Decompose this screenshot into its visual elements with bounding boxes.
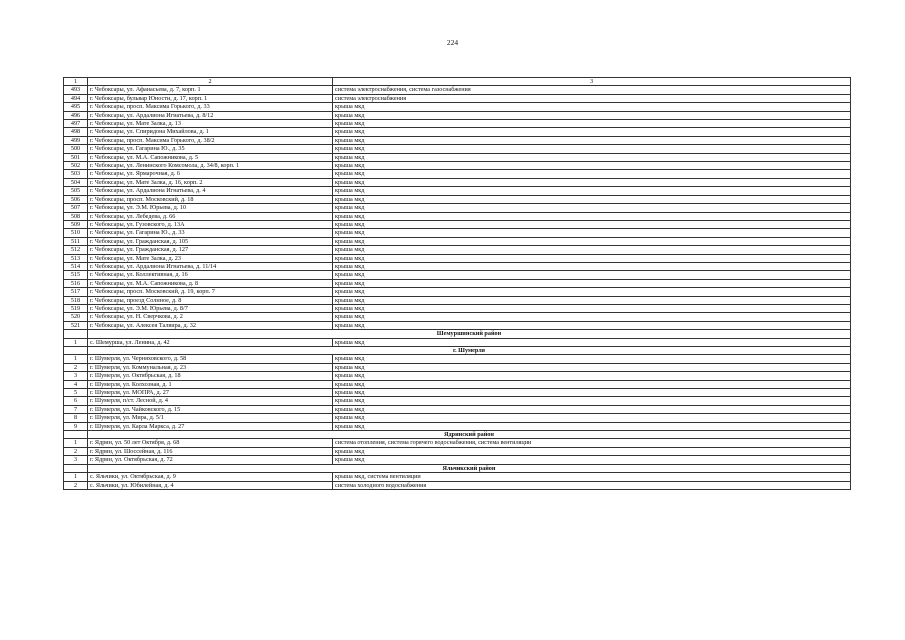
row-work-type: крыша мкд (333, 204, 851, 212)
table-row (64, 355, 851, 363)
row-work-type: крыша мкд (333, 145, 851, 153)
row-number: 1 (64, 355, 88, 363)
row-work-type: крыша мкд, система вентиляции (333, 473, 851, 481)
section-empty-cell (64, 431, 88, 439)
row-number: 2 (64, 363, 88, 371)
row-work-type: крыша мкд (333, 111, 851, 119)
row-work-type: крыша мкд (333, 120, 851, 128)
row-number: 511 (64, 237, 88, 245)
row-work-type: крыша мкд (333, 279, 851, 287)
header-col-2: 2 (88, 78, 333, 86)
row-address: г. Чебоксары, проезд Солнное, д. 8 (88, 296, 333, 304)
row-work-type: крыша мкд (333, 262, 851, 270)
row-number: 493 (64, 86, 88, 94)
row-address: г. Чебоксары, просп. Максима Горького, д. 38/2 (88, 136, 333, 144)
table-row (64, 439, 851, 447)
row-address: г. Чебоксары, ул. Э.М. Юрьева, д. 10 (88, 204, 333, 212)
row-address: г. Шумерля, ул. Карла Маркса, д. 27 (88, 422, 333, 430)
table-row (64, 145, 851, 153)
table-row (64, 111, 851, 119)
row-number: 503 (64, 170, 88, 178)
row-number: 3 (64, 456, 88, 464)
row-work-type: крыша мкд (333, 178, 851, 186)
row-work-type: крыша мкд (333, 187, 851, 195)
row-address: г. Чебоксары, ул. Мате Залка, д. 16, корп. 2 (88, 178, 333, 186)
row-number: 521 (64, 321, 88, 329)
row-address: г. Шумерля, ул. Октябрьская, д. 18 (88, 372, 333, 380)
row-number: 497 (64, 120, 88, 128)
row-address: г. Чебоксары, ул. Гагарина Ю., д. 35 (88, 145, 333, 153)
row-address: г. Шумерля, ул. Колхозная, д. 1 (88, 380, 333, 388)
row-work-type: крыша мкд (333, 128, 851, 136)
row-address: г. Чебоксары, ул. Ленинского Комсомола, д. 34/8, корп. 1 (88, 162, 333, 170)
table-row (64, 254, 851, 262)
row-address: г. Ядрин, ул. Шоссейная, д. 116 (88, 447, 333, 455)
row-number: 5 (64, 389, 88, 397)
row-address: г. Чебоксары, ул. Гражданская, д. 105 (88, 237, 333, 245)
row-address: г. Чебоксары, ул. Спиридона Михайлова, д. 1 (88, 128, 333, 136)
row-address: г. Чебоксары, ул. Коллективная, д. 16 (88, 271, 333, 279)
table-row (64, 204, 851, 212)
table-row (64, 313, 851, 321)
table-row (64, 195, 851, 203)
row-number: 502 (64, 162, 88, 170)
row-work-type: крыша мкд (333, 355, 851, 363)
row-work-type: крыша мкд (333, 380, 851, 388)
table-row (64, 338, 851, 346)
row-work-type: крыша мкд (333, 447, 851, 455)
row-number: 1 (64, 338, 88, 346)
row-number: 2 (64, 447, 88, 455)
row-work-type: крыша мкд (333, 389, 851, 397)
table-row (64, 271, 851, 279)
row-address: г. Чебоксары, ул. Ярмарочная, д. 6 (88, 170, 333, 178)
table-row (64, 481, 851, 489)
row-number: 514 (64, 262, 88, 270)
row-address: г. Шумерля, ул. Чайковского, д. 15 (88, 405, 333, 413)
table-row (64, 380, 851, 388)
row-address: с. Яльчики, ул. Юбилейная, д. 4 (88, 481, 333, 489)
header-row (64, 78, 851, 86)
table-row (64, 422, 851, 430)
row-number: 510 (64, 229, 88, 237)
row-work-type: крыша мкд (333, 170, 851, 178)
row-work-type: крыша мкд (333, 338, 851, 346)
row-address: г. Шумерля, ул. МОПРА, д. 27 (88, 389, 333, 397)
table-row (64, 103, 851, 111)
row-number: 498 (64, 128, 88, 136)
row-address: г. Чебоксары, ул. Мате Залка, д. 23 (88, 254, 333, 262)
row-address: г. Чебоксары, ул. Н. Сверчкова, д. 2 (88, 313, 333, 321)
row-number: 519 (64, 304, 88, 312)
row-address: г. Ядрин, ул. Октябрьская, д. 72 (88, 456, 333, 464)
row-address: г. Чебоксары, ул. Гражданская, д. 127 (88, 246, 333, 254)
row-work-type: крыша мкд (333, 136, 851, 144)
row-number: 500 (64, 145, 88, 153)
row-address: г. Шумерля, ул. Мира, д. 5/1 (88, 414, 333, 422)
section-row (64, 464, 851, 472)
table-row (64, 128, 851, 136)
row-number: 495 (64, 103, 88, 111)
row-work-type: крыша мкд (333, 363, 851, 371)
row-work-type: крыша мкд (333, 321, 851, 329)
table-row (64, 397, 851, 405)
section-row (64, 330, 851, 338)
table-row (64, 456, 851, 464)
section-title: Ядринский район (88, 431, 851, 439)
row-work-type: крыша мкд (333, 456, 851, 464)
row-number: 7 (64, 405, 88, 413)
table-row (64, 86, 851, 94)
row-address: г. Чебоксары, ул. Алексея Талвира, д. 32 (88, 321, 333, 329)
row-number: 6 (64, 397, 88, 405)
row-address: г. Ядрин, ул. 50 лет Октября, д. 68 (88, 439, 333, 447)
table-row (64, 120, 851, 128)
table-row (64, 304, 851, 312)
row-number: 515 (64, 271, 88, 279)
section-empty-cell (64, 464, 88, 472)
row-work-type: крыша мкд (333, 212, 851, 220)
row-address: г. Чебоксары, ул. Ардалиона Игнатьева, д. 4 (88, 187, 333, 195)
table-row (64, 296, 851, 304)
table-body (64, 78, 851, 490)
table-row (64, 363, 851, 371)
row-number: 2 (64, 481, 88, 489)
table-row (64, 372, 851, 380)
table-row (64, 414, 851, 422)
table-row (64, 162, 851, 170)
row-work-type: крыша мкд (333, 229, 851, 237)
table-row (64, 153, 851, 161)
row-work-type: крыша мкд (333, 195, 851, 203)
table-row (64, 279, 851, 287)
row-number: 505 (64, 187, 88, 195)
row-work-type: крыша мкд (333, 271, 851, 279)
row-work-type: крыша мкд (333, 397, 851, 405)
row-number: 499 (64, 136, 88, 144)
row-number: 520 (64, 313, 88, 321)
table-row (64, 405, 851, 413)
row-work-type: крыша мкд (333, 153, 851, 161)
row-work-type: крыша мкд (333, 254, 851, 262)
table-row (64, 220, 851, 228)
row-address: г. Чебоксары, ул. Ардалиона Игнатьева, д. 8/12 (88, 111, 333, 119)
table-row (64, 262, 851, 270)
row-address: с. Шемурша, ул. Ленина, д. 42 (88, 338, 333, 346)
row-address: г. Чебоксары, просп. Максима Горького, д. 33 (88, 103, 333, 111)
row-number: 507 (64, 204, 88, 212)
row-number: 3 (64, 372, 88, 380)
row-work-type: крыша мкд (333, 288, 851, 296)
table-row (64, 389, 851, 397)
table-row (64, 246, 851, 254)
table-row (64, 288, 851, 296)
table-row (64, 136, 851, 144)
table-row (64, 229, 851, 237)
row-address: г. Шумерля, ул. Черняховского, д. 58 (88, 355, 333, 363)
row-number: 1 (64, 439, 88, 447)
row-number: 513 (64, 254, 88, 262)
row-work-type: крыша мкд (333, 162, 851, 170)
row-number: 501 (64, 153, 88, 161)
section-row (64, 347, 851, 355)
row-number: 4 (64, 380, 88, 388)
row-work-type: крыша мкд (333, 372, 851, 380)
row-work-type: крыша мкд (333, 296, 851, 304)
row-number: 8 (64, 414, 88, 422)
section-title: г. Шумерля (88, 347, 851, 355)
row-address: с. Яльчики, ул. Октябрьская, д. 9 (88, 473, 333, 481)
row-number: 508 (64, 212, 88, 220)
section-row (64, 431, 851, 439)
table-row (64, 237, 851, 245)
row-work-type: система электроснабжения (333, 94, 851, 102)
row-work-type: крыша мкд (333, 220, 851, 228)
row-work-type: крыша мкд (333, 304, 851, 312)
row-address: г. Чебоксары, ул. Мате Залка, д. 13 (88, 120, 333, 128)
row-number: 517 (64, 288, 88, 296)
row-work-type: крыша мкд (333, 237, 851, 245)
row-number: 494 (64, 94, 88, 102)
row-number: 9 (64, 422, 88, 430)
row-address: г. Чебоксары, ул. М.А. Сапожникова, д. 8 (88, 279, 333, 287)
row-address: г. Шумерля, п/ст. Лесной, д. 4 (88, 397, 333, 405)
row-work-type: система холодного водоснабжения (333, 481, 851, 489)
row-address: г. Чебоксары, просп. Московский, д. 19, корп. 7 (88, 288, 333, 296)
header-col-3: 3 (333, 78, 851, 86)
row-address: г. Чебоксары, ул. Гагарина Ю., д. 33 (88, 229, 333, 237)
row-address: г. Чебоксары, просп. Московский, д. 18 (88, 195, 333, 203)
row-address: г. Шумерля, ул. Коммунальная, д. 23 (88, 363, 333, 371)
table-row (64, 94, 851, 102)
table-row (64, 212, 851, 220)
table-row (64, 187, 851, 195)
table-row (64, 473, 851, 481)
header-col-1: 1 (64, 78, 88, 86)
table-row (64, 447, 851, 455)
table-row (64, 178, 851, 186)
table-row (64, 321, 851, 329)
row-number: 512 (64, 246, 88, 254)
row-address: г. Чебоксары, ул. Лебедева, д. 66 (88, 212, 333, 220)
repair-table (63, 77, 851, 490)
section-title: Шемуршинский район (88, 330, 851, 338)
row-number: 509 (64, 220, 88, 228)
row-work-type: крыша мкд (333, 422, 851, 430)
section-title: Яльчикский район (88, 464, 851, 472)
row-address: г. Чебоксары, бульвар Юности, д. 17, корп. 1 (88, 94, 333, 102)
row-work-type: крыша мкд (333, 103, 851, 111)
section-empty-cell (64, 330, 88, 338)
row-work-type: крыша мкд (333, 414, 851, 422)
row-address: г. Чебоксары, ул. Э.М. Юрьева, д. 8/7 (88, 304, 333, 312)
row-number: 518 (64, 296, 88, 304)
row-work-type: крыша мкд (333, 246, 851, 254)
table-row (64, 170, 851, 178)
row-number: 1 (64, 473, 88, 481)
row-work-type: система отопления, система горячего водоснабжения, система вентиляции (333, 439, 851, 447)
row-work-type: крыша мкд (333, 313, 851, 321)
section-empty-cell (64, 347, 88, 355)
row-address: г. Чебоксары, ул. Ардалиона Игнатьева, д. 11/14 (88, 262, 333, 270)
row-address: г. Чебоксары, ул. Афанасьева, д. 7, корп. 1 (88, 86, 333, 94)
row-address: г. Чебоксары, ул. М.А. Сапожникова, д. 5 (88, 153, 333, 161)
row-work-type: система электроснабжения, система газоснабжения (333, 86, 851, 94)
row-address: г. Чебоксары, ул. Гузовского, д. 13А (88, 220, 333, 228)
page-number: 224 (446, 38, 459, 47)
row-number: 516 (64, 279, 88, 287)
row-work-type: крыша мкд (333, 405, 851, 413)
row-number: 496 (64, 111, 88, 119)
row-number: 504 (64, 178, 88, 186)
row-number: 506 (64, 195, 88, 203)
